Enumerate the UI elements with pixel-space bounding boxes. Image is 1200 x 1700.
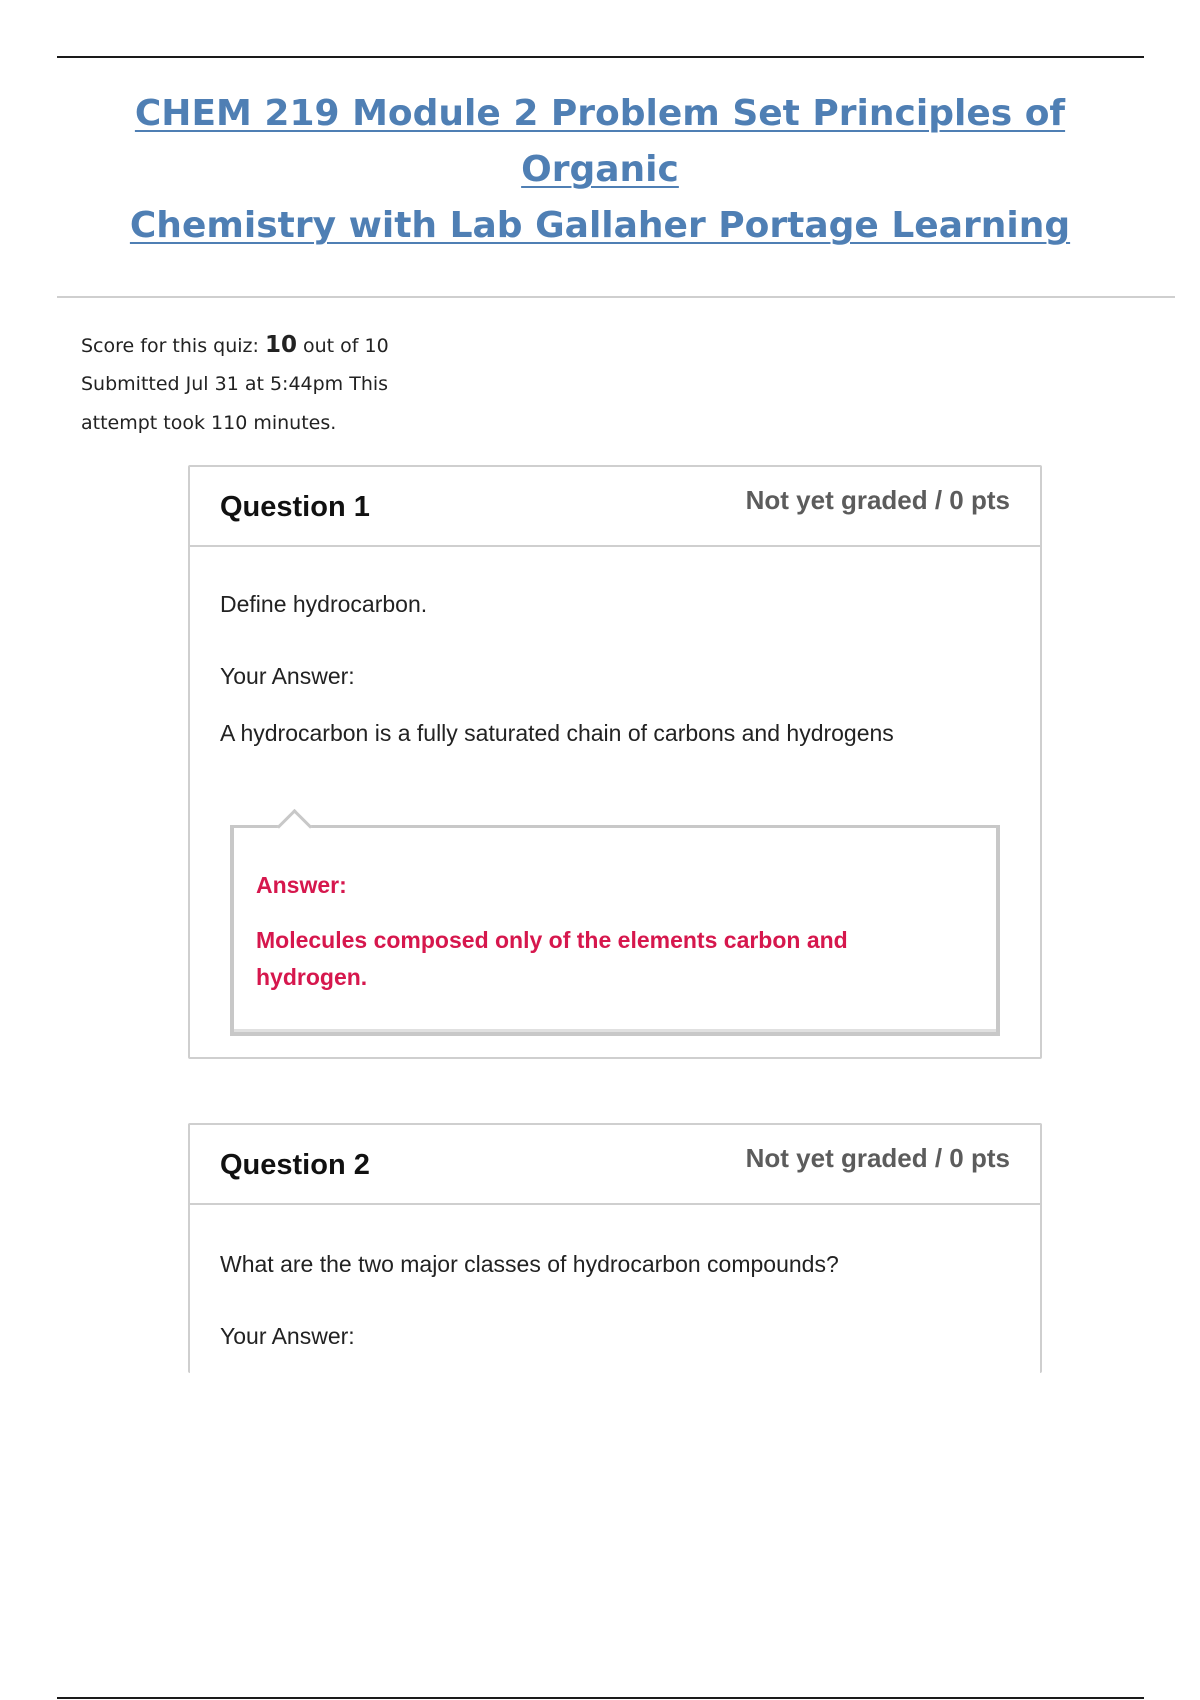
question-header (190, 1125, 1040, 1205)
score-value: 10 (264, 332, 297, 358)
section-divider (57, 296, 1175, 298)
correct-answer-box (230, 825, 1000, 1036)
submitted-line: Submitted Jul 31 at 5:44pm This (81, 373, 389, 395)
question-title: Question 2 (220, 1149, 370, 1181)
question-card-2 (188, 1123, 1042, 1373)
score-prefix: Score for this quiz: (81, 335, 265, 357)
your-answer-label: Your Answer: (220, 663, 355, 689)
document-title-line-2: Chemistry with Lab Gallaher Portage Learning (129, 205, 1071, 246)
your-answer-label: Your Answer: (220, 1323, 355, 1349)
answer-box-pointer (277, 809, 312, 844)
question-grade: Not yet graded / 0 pts (745, 485, 1010, 515)
document-title (60, 86, 1140, 254)
your-answer-text: A hydrocarbon is a fully saturated chain of carbons and hydrogens (220, 720, 894, 746)
question-grade: Not yet graded / 0 pts (745, 1143, 1010, 1173)
question-header (190, 467, 1040, 547)
score-suffix: out of 10 (296, 335, 389, 357)
score-line (81, 330, 389, 369)
correct-answer-label: Answer: (256, 872, 347, 898)
quiz-summary (81, 330, 389, 447)
top-rule (57, 56, 1144, 58)
bottom-rule (57, 1697, 1144, 1699)
question-prompt: Define hydrocarbon. (220, 591, 428, 617)
attempt-line: attempt took 110 minutes. (81, 412, 337, 434)
document-title-line-1: CHEM 219 Module 2 Problem Set Principles of Organic (134, 93, 1066, 190)
question-prompt: What are the two major classes of hydrocarbon compounds? (220, 1251, 839, 1277)
question-title: Question 1 (220, 491, 370, 523)
question-card-1 (188, 465, 1042, 1059)
correct-answer-text: Molecules composed only of the elements carbon and hydrogen. (256, 927, 848, 990)
